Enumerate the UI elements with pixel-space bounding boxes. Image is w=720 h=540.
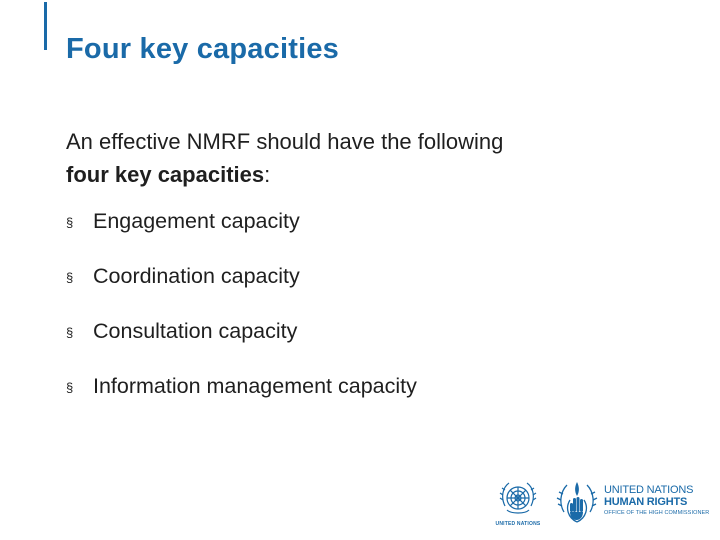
list-item-label: Coordination capacity [93,264,300,288]
title-accent-bar [44,2,47,50]
human-rights-emblem-icon [556,478,598,530]
intro-paragraph [66,125,626,191]
capacity-list [66,209,417,429]
bullet-icon: § [66,325,74,340]
list-item [66,374,417,429]
list-item [66,264,417,319]
un-caption: UNITED NATIONS [495,521,541,527]
list-item-label: Information management capacity [93,374,417,398]
ohchr-line1: UNITED NATIONS [604,484,694,496]
intro-suffix: : [264,162,271,187]
ohchr-line3: OFFICE OF THE HIGH COMMISSIONER [604,510,710,516]
list-item-label: Engagement capacity [93,209,300,233]
un-emblem-icon [497,478,539,520]
bullet-icon: § [66,215,74,230]
footer-logos [496,478,709,536]
list-item-label: Consultation capacity [93,319,298,343]
intro-emphasis: four key capacities [66,162,265,187]
un-logo [496,478,540,527]
bullet-icon: § [66,380,74,395]
intro-text: An effective NMRF should have the following [66,129,504,154]
ohchr-wordmark [604,484,709,516]
bullet-icon: § [66,270,74,285]
ohchr-line2: HUMAN RIGHTS [604,496,688,508]
list-item [66,319,417,374]
slide-title: Four key capacities [66,33,339,65]
ohchr-logo [556,478,709,530]
list-item [66,209,417,264]
